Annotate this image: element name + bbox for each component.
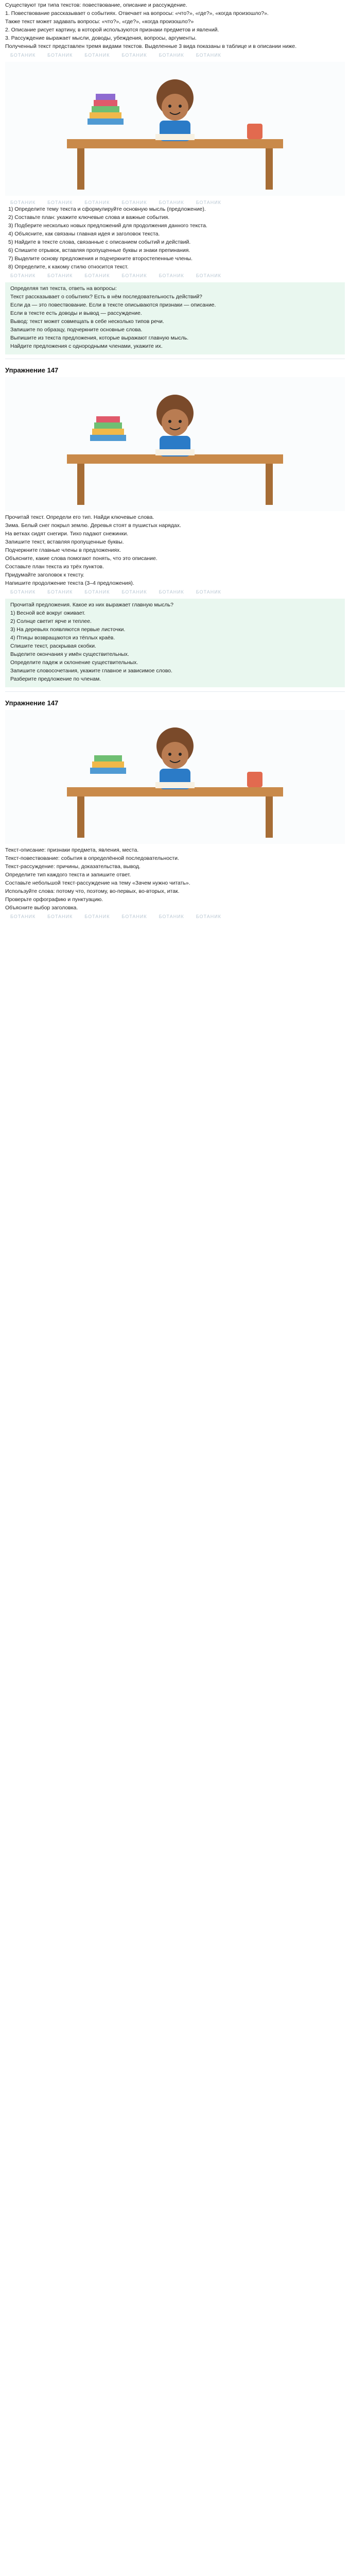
paragraph-line: Подчеркните главные члены в предложениях. bbox=[5, 547, 121, 553]
paragraph-line: 3) На деревьях появляются первые листочки. bbox=[10, 626, 126, 633]
paragraph-line: Если да — это повествование. Если в тексте описываются признаки — описание. bbox=[10, 302, 216, 308]
watermark-row bbox=[0, 913, 350, 920]
watermark: БОТАНИК bbox=[196, 589, 221, 595]
watermark-row bbox=[0, 272, 350, 279]
watermark: БОТАНИК bbox=[121, 589, 147, 595]
watermark-row bbox=[0, 588, 350, 596]
paragraph-line: Текст-повествование: события в определённой последовательности. bbox=[5, 855, 179, 861]
watermark: БОТАНИК bbox=[159, 53, 184, 58]
watermark: БОТАНИК bbox=[84, 589, 110, 595]
watermark-row bbox=[0, 52, 350, 59]
illustration-student-3 bbox=[5, 710, 345, 844]
paragraph-line: Придумайте заголовок к тексту. bbox=[5, 572, 84, 578]
student-desk-illustration bbox=[5, 62, 345, 196]
paragraph-line: Запишите словосочетания, укажите главное и зависимое слово. bbox=[10, 668, 172, 674]
paragraph-line: 2) Солнце светит ярче и теплее. bbox=[10, 618, 92, 624]
paragraph-line: Составьте план текста из трёх пунктов. bbox=[5, 564, 104, 570]
paragraph-line: Определите тип каждого текста и запишите ответ. bbox=[5, 872, 131, 878]
paragraph-line: 2. Описание рисует картину, в которой используются признаки предметов и явлений. bbox=[5, 27, 219, 33]
list-item: 1) Определите тему текста и сформулируйте основную мысль (предложение). bbox=[8, 206, 206, 212]
watermark: БОТАНИК bbox=[121, 914, 147, 919]
text-block-1 bbox=[0, 0, 350, 50]
paragraph-line: Объясните, какие слова помогают понять, что это описание. bbox=[5, 555, 157, 562]
watermark: БОТАНИК bbox=[47, 273, 73, 278]
illustration-student-2 bbox=[5, 377, 345, 511]
paragraph-line: Объясните выбор заголовка. bbox=[5, 905, 78, 911]
paragraph-line: Текст-описание: признаки предмета, явления, места. bbox=[5, 847, 139, 853]
paragraph-line: Запишите по образцу, подчеркните основные слова. bbox=[10, 327, 143, 333]
paragraph-line: Запишите текст, вставляя пропущенные буквы. bbox=[5, 539, 124, 545]
paragraph-line: 1) Весной всё вокруг оживает. bbox=[10, 610, 85, 616]
watermark: БОТАНИК bbox=[159, 589, 184, 595]
watermark: БОТАНИК bbox=[159, 914, 184, 919]
watermark: БОТАНИК bbox=[47, 914, 73, 919]
watermark: БОТАНИК bbox=[196, 914, 221, 919]
text-block-5 bbox=[5, 599, 345, 687]
paragraph-line: Также текст может задавать вопросы: «что?», «где?», «когда произошло?» bbox=[5, 19, 194, 25]
list-item: 7) Выделите основу предложения и подчеркните второстепенные члены. bbox=[8, 256, 192, 262]
watermark: БОТАНИК bbox=[84, 914, 110, 919]
paragraph-line: Разберите предложение по членам. bbox=[10, 676, 101, 682]
watermark: БОТАНИК bbox=[159, 200, 184, 205]
paragraph-line: Определяя тип текста, ответь на вопросы: bbox=[10, 285, 117, 292]
paragraph-line: 1. Повествование рассказывает о событиях. Отвечает на вопросы: «что?», «где?», «когда произошло?». bbox=[5, 10, 269, 16]
watermark: БОТАНИК bbox=[10, 200, 36, 205]
list-item: 3) Подберите несколько новых предложений для продолжения данного текста. bbox=[8, 223, 207, 229]
text-block-2 bbox=[0, 206, 350, 270]
paragraph-line: Вывод: текст может совмещать в себе несколько типов речи. bbox=[10, 318, 164, 325]
paragraph-line: 3. Рассуждение выражает мысли, доводы, убеждения, вопросы, аргументы. bbox=[5, 35, 197, 41]
paragraph-line: Проверьте орфографию и пунктуацию. bbox=[5, 896, 103, 903]
exercise-title: Упражнение 147 bbox=[5, 699, 59, 707]
watermark-row bbox=[0, 199, 350, 206]
illustration-student-1 bbox=[5, 62, 345, 196]
paragraph-line: Зима. Белый снег покрыл землю. Деревья стоят в пушистых нарядах. bbox=[5, 522, 181, 529]
paragraph-line: Определите падеж и склонение существительных. bbox=[10, 659, 138, 666]
paragraph-line: 4) Птицы возвращаются из тёплых краёв. bbox=[10, 635, 115, 641]
paragraph-line: Выделите окончания у имён существительных. bbox=[10, 651, 129, 657]
paragraph-line: Спишите текст, раскрывая скобки. bbox=[10, 643, 96, 649]
watermark: БОТАНИК bbox=[10, 273, 36, 278]
watermark: БОТАНИК bbox=[84, 273, 110, 278]
paragraph-line: Полученный текст представлен тремя видами текстов. Выделенные 3 вида показаны в таблице и в описании ниже. bbox=[5, 43, 297, 49]
paragraph-line: На ветках сидят снегири. Тихо падают снежинки. bbox=[5, 531, 129, 537]
watermark: БОТАНИК bbox=[10, 914, 36, 919]
paragraph-line: Напишите продолжение текста (3–4 предложения). bbox=[5, 580, 134, 586]
paragraph-line: Прочитай предложения. Какое из них выражает главную мысль? bbox=[10, 602, 173, 608]
watermark: БОТАНИК bbox=[121, 200, 147, 205]
watermark: БОТАНИК bbox=[84, 53, 110, 58]
watermark: БОТАНИК bbox=[196, 273, 221, 278]
student-desk-illustration bbox=[5, 710, 345, 844]
watermark: БОТАНИК bbox=[47, 53, 73, 58]
text-block-6 bbox=[0, 847, 350, 911]
paragraph-line: Используйте слова: потому что, поэтому, во-первых, во-вторых, итак. bbox=[5, 888, 180, 894]
paragraph-line: Выпишите из текста предложения, которые выражают главную мысль. bbox=[10, 335, 189, 341]
paragraph-line: Составьте небольшой текст-рассуждение на тему «Зачем нужно читать». bbox=[5, 880, 190, 886]
watermark: БОТАНИК bbox=[10, 53, 36, 58]
student-desk-illustration bbox=[5, 377, 345, 511]
paragraph-line: Существуют три типа текстов: повествование, описание и рассуждение. bbox=[5, 2, 187, 8]
watermark: БОТАНИК bbox=[47, 589, 73, 595]
text-block-4 bbox=[0, 514, 350, 587]
list-item: 4) Объясните, как связаны главная идея и заголовок текста. bbox=[8, 231, 160, 237]
paragraph-line: Текст-рассуждение: причины, доказательства, вывод. bbox=[5, 863, 141, 870]
list-item: 6) Спишите отрывок, вставляя пропущенные буквы и знаки препинания. bbox=[8, 247, 190, 253]
watermark: БОТАНИК bbox=[10, 589, 36, 595]
watermark: БОТАНИК bbox=[196, 200, 221, 205]
list-item: 5) Найдите в тексте слова, связанные с описанием событий и действий. bbox=[8, 239, 191, 245]
text-block-3 bbox=[5, 282, 345, 354]
paragraph-line: Если в тексте есть доводы и вывод — рассуждение. bbox=[10, 310, 142, 316]
paragraph-line: Прочитай текст. Определи его тип. Найди ключевые слова. bbox=[5, 514, 154, 520]
watermark: БОТАНИК bbox=[196, 53, 221, 58]
divider bbox=[5, 691, 345, 692]
watermark: БОТАНИК bbox=[159, 273, 184, 278]
watermark: БОТАНИК bbox=[84, 200, 110, 205]
watermark: БОТАНИК bbox=[47, 200, 73, 205]
watermark: БОТАНИК bbox=[121, 273, 147, 278]
list-item: 8) Определите, к какому стилю относится текст. bbox=[8, 264, 129, 270]
exercise-title: Упражнение 147 bbox=[5, 366, 59, 374]
paragraph-line: Текст рассказывает о событиях? Есть в нём последовательность действий? bbox=[10, 294, 202, 300]
watermark: БОТАНИК bbox=[121, 53, 147, 58]
list-item: 2) Составьте план: укажите ключевые слова и важные события. bbox=[8, 214, 170, 221]
paragraph-line: Найдите предложения с однородными членами, укажите их. bbox=[10, 343, 163, 349]
